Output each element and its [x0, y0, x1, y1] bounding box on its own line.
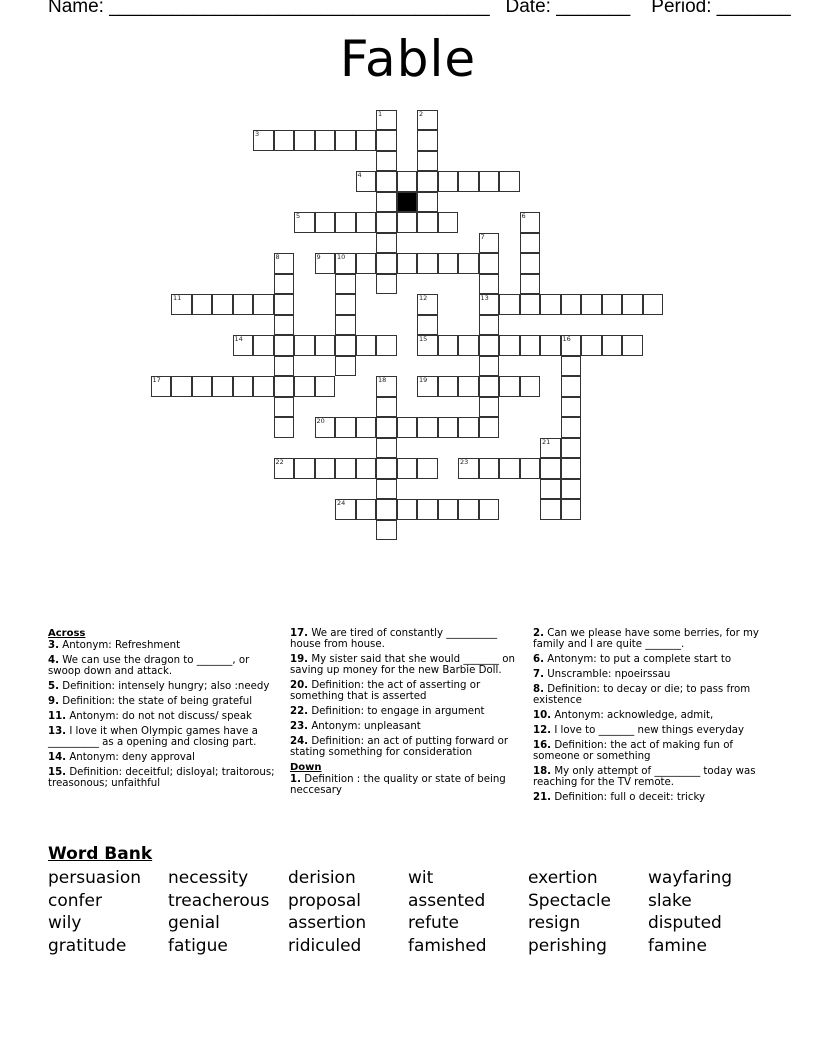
grid-cell[interactable]: [540, 335, 561, 356]
word-bank-item: famished: [408, 935, 487, 956]
clue-number: 22: [275, 458, 284, 466]
grid-cell[interactable]: [376, 171, 397, 192]
grid-cell[interactable]: [356, 171, 377, 192]
grid-cell[interactable]: [417, 499, 438, 520]
grid-cell[interactable]: [479, 253, 500, 274]
grid-cell[interactable]: [335, 253, 356, 274]
grid-cell[interactable]: [335, 499, 356, 520]
grid-cell[interactable]: [458, 499, 479, 520]
grid-cell[interactable]: [274, 417, 295, 438]
clue-number: 5: [296, 212, 301, 220]
word-bank-item: wit: [408, 868, 434, 888]
crossword-grid: [151, 110, 691, 550]
grid-cell[interactable]: [274, 294, 295, 315]
grid-cell[interactable]: [417, 376, 438, 397]
grid-cell[interactable]: [438, 335, 459, 356]
clue-down-18: 18. My only attempt of _________ today was reaching for the TV remote.: [533, 766, 756, 788]
clue-across-20: 20. Definition: the act of asserting or something that is asserted: [290, 680, 481, 702]
grid-cell[interactable]: [417, 335, 438, 356]
grid-cell[interactable]: [417, 253, 438, 274]
grid-cell[interactable]: [479, 376, 500, 397]
grid-cell[interactable]: [622, 294, 643, 315]
grid-cell[interactable]: [561, 479, 582, 500]
clue-number: 24: [337, 499, 346, 507]
grid-cell[interactable]: [315, 130, 336, 151]
grid-cell[interactable]: [335, 458, 356, 479]
clue-across-14: 14. Antonym: deny approval: [48, 752, 195, 763]
grid-cell[interactable]: [356, 212, 377, 233]
grid-cell[interactable]: [479, 335, 500, 356]
grid-cell[interactable]: [438, 376, 459, 397]
clue-down-10: 10. Antonym: acknowledge, admit,: [533, 710, 714, 721]
grid-cell[interactable]: [315, 417, 336, 438]
clue-number: 13: [480, 294, 489, 302]
clue-across-19: 19. My sister said that she would _______ on saving up money for the new Barbie Doll.: [290, 654, 515, 676]
clue-number: 20: [316, 417, 325, 425]
grid-cell[interactable]: [458, 458, 479, 479]
clue-down-2: 2. Can we please have some berries, for my family and I are quite _______.: [533, 628, 759, 650]
word-bank-item: derision: [288, 868, 356, 888]
grid-cell[interactable]: [335, 130, 356, 151]
grid-cell[interactable]: [479, 171, 500, 192]
clue-number: 14: [234, 335, 243, 343]
word-bank-item: perishing: [528, 935, 607, 956]
clue-number: 9: [316, 253, 321, 261]
grid-cell[interactable]: [520, 212, 541, 233]
grid-cell[interactable]: [335, 335, 356, 356]
grid-cell[interactable]: [520, 253, 541, 274]
grid-cell[interactable]: [294, 212, 315, 233]
grid-cell[interactable]: [397, 212, 418, 233]
grid-cell[interactable]: [561, 438, 582, 459]
grid-cell[interactable]: [458, 335, 479, 356]
grid-cell[interactable]: [458, 171, 479, 192]
grid-cell[interactable]: [274, 130, 295, 151]
grid-cell[interactable]: [315, 376, 336, 397]
grid-cell[interactable]: [417, 110, 438, 131]
grid-cell[interactable]: [192, 294, 213, 315]
grid-cell[interactable]: [212, 376, 233, 397]
clue-number: 11: [173, 294, 182, 302]
word-bank-item: resign: [528, 913, 581, 934]
clue-number: 1: [378, 109, 383, 118]
clue-number: 17: [152, 376, 161, 384]
grid-cell[interactable]: [581, 335, 602, 356]
grid-cell[interactable]: [376, 151, 397, 172]
clue-number: 6: [521, 212, 526, 220]
grid-cell[interactable]: [294, 335, 315, 356]
word-bank-item: exertion: [528, 868, 598, 888]
grid-cell[interactable]: [397, 458, 418, 479]
grid-cell[interactable]: [376, 233, 397, 254]
clue-across-22: 22. Definition: to engage in argument: [290, 706, 485, 717]
grid-cell[interactable]: [479, 417, 500, 438]
grid-cell[interactable]: [561, 335, 582, 356]
grid-cell[interactable]: [479, 499, 500, 520]
grid-cell[interactable]: [561, 376, 582, 397]
clue-number: 12: [419, 294, 428, 302]
clue-across-9: 9. Definition: the state of being grateful: [48, 696, 253, 707]
grid-cell[interactable]: [171, 294, 192, 315]
grid-cell[interactable]: [335, 274, 356, 295]
worksheet-header: [48, 0, 791, 18]
clue-across-3: 3. Antonym: Refreshment: [48, 640, 181, 651]
grid-cell[interactable]: [499, 458, 520, 479]
grid-cell[interactable]: [417, 315, 438, 336]
grid-cell[interactable]: [520, 294, 541, 315]
down-heading: Down: [290, 762, 322, 773]
grid-cell[interactable]: [540, 438, 561, 459]
grid-cell[interactable]: [315, 335, 336, 356]
grid-cell[interactable]: [499, 376, 520, 397]
clue-across-4: 4. We can use the dragon to _______, or swoop down and attack.: [48, 655, 250, 677]
grid-cell[interactable]: [294, 130, 315, 151]
grid-cell[interactable]: [253, 130, 274, 151]
word-bank-item: ridiculed: [288, 935, 362, 956]
grid-cell[interactable]: [274, 397, 295, 418]
clue-down-21: 21. Definition: full o deceit: tricky: [533, 792, 706, 803]
grid-cell[interactable]: [376, 417, 397, 438]
clue-number: 8: [275, 253, 280, 261]
grid-cell[interactable]: [561, 417, 582, 438]
grid-cell[interactable]: [335, 294, 356, 315]
grid-cell[interactable]: [233, 376, 254, 397]
date-field[interactable]: Date: _______: [505, 0, 631, 17]
name-field[interactable]: Name: ____________________________________: [48, 0, 490, 17]
grid-cell[interactable]: [417, 192, 438, 213]
grid-cell[interactable]: [376, 438, 397, 459]
grid-cell[interactable]: [294, 458, 315, 479]
grid-cell[interactable]: [356, 335, 377, 356]
grid-cell[interactable]: [253, 376, 274, 397]
grid-cell[interactable]: [294, 376, 315, 397]
clues-column-1: [48, 628, 278, 793]
clue-number: 2: [419, 109, 424, 118]
grid-cell[interactable]: [479, 356, 500, 377]
grid-cell[interactable]: [479, 233, 500, 254]
grid-cell[interactable]: [602, 294, 623, 315]
clues-column-3: [533, 628, 763, 807]
grid-cell[interactable]: [376, 110, 397, 131]
grid-cell[interactable]: [356, 499, 377, 520]
word-bank-item: genial: [168, 913, 220, 934]
grid-cell[interactable]: [356, 417, 377, 438]
grid-cell[interactable]: [479, 294, 500, 315]
grid-cell[interactable]: [376, 376, 397, 397]
clue-number: 7: [480, 232, 485, 241]
grid-cell[interactable]: [315, 458, 336, 479]
grid-cell[interactable]: [438, 171, 459, 192]
grid-cell[interactable]: [561, 397, 582, 418]
grid-cell[interactable]: [417, 212, 438, 233]
grid-cell[interactable]: [274, 376, 295, 397]
grid-cell[interactable]: [274, 274, 295, 295]
grid-cell[interactable]: [438, 499, 459, 520]
clue-number: 10: [337, 253, 346, 261]
grid-cell[interactable]: [171, 376, 192, 397]
grid-cell[interactable]: [212, 294, 233, 315]
grid-cell[interactable]: [581, 294, 602, 315]
word-bank-item: assertion: [288, 913, 367, 934]
word-bank-item: famine: [648, 935, 707, 956]
grid-cell[interactable]: [233, 294, 254, 315]
grid-cell[interactable]: [479, 274, 500, 295]
grid-cell[interactable]: [479, 315, 500, 336]
clue-across-11: 11. Antonym: do not not discuss/ speak: [48, 711, 252, 722]
grid-cell[interactable]: [356, 458, 377, 479]
clue-number: 19: [419, 376, 428, 384]
clue-across-15: 15. Definition: deceitful; disloyal; traitorous; treasonous; unfaithful: [48, 767, 275, 789]
clue-down-6: 6. Antonym: to put a complete start to: [533, 654, 732, 665]
clues-column-2: [290, 628, 520, 800]
grid-cell[interactable]: [438, 417, 459, 438]
grid-cell[interactable]: [520, 274, 541, 295]
grid-cell[interactable]: [561, 499, 582, 520]
grid-cell[interactable]: [540, 479, 561, 500]
grid-cell[interactable]: [540, 499, 561, 520]
grid-cell[interactable]: [417, 151, 438, 172]
word-bank-item: fatigue: [168, 935, 228, 956]
grid-cell[interactable]: [397, 171, 418, 192]
grid-cell[interactable]: [151, 376, 172, 397]
grid-cell[interactable]: [417, 130, 438, 151]
page-title: Fable: [339, 30, 477, 88]
grid-cell[interactable]: [376, 520, 397, 541]
clue-number: 21: [542, 437, 551, 446]
grid-cell[interactable]: [274, 356, 295, 377]
grid-cell[interactable]: [315, 212, 336, 233]
grid-cell[interactable]: [479, 458, 500, 479]
word-bank-item: disputed: [648, 913, 722, 934]
black-cell: [397, 192, 418, 213]
grid-cell[interactable]: [335, 356, 356, 377]
clue-across-5: 5. Definition: intensely hungry; also :needy: [48, 681, 270, 692]
word-bank-item: persuasion: [48, 868, 142, 888]
word-bank-item: slake: [648, 890, 692, 911]
grid-cell[interactable]: [253, 294, 274, 315]
word-bank-item: necessity: [168, 868, 249, 888]
grid-cell[interactable]: [561, 356, 582, 377]
word-bank-item: confer: [48, 890, 102, 911]
across-heading: Across: [48, 628, 86, 639]
grid-cell[interactable]: [335, 315, 356, 336]
grid-cell[interactable]: [602, 335, 623, 356]
clue-down-7: 7. Unscramble: npoeirssau: [533, 669, 671, 680]
grid-cell[interactable]: [376, 499, 397, 520]
period-field[interactable]: Period: _______: [651, 0, 791, 17]
grid-cell[interactable]: [540, 294, 561, 315]
grid-cell[interactable]: [643, 294, 664, 315]
grid-cell[interactable]: [520, 233, 541, 254]
grid-cell[interactable]: [458, 376, 479, 397]
grid-cell[interactable]: [499, 335, 520, 356]
grid-cell[interactable]: [438, 253, 459, 274]
grid-cell[interactable]: [561, 294, 582, 315]
word-bank-item: assented: [408, 890, 486, 911]
grid-cell[interactable]: [376, 130, 397, 151]
clue-number: 18: [378, 376, 387, 384]
grid-cell[interactable]: [479, 397, 500, 418]
clue-down-1: 1. Definition : the quality or state of being neccesary: [290, 774, 506, 796]
grid-cell[interactable]: [417, 171, 438, 192]
grid-cell[interactable]: [376, 212, 397, 233]
grid-cell[interactable]: [458, 253, 479, 274]
grid-cell[interactable]: [376, 274, 397, 295]
clue-number: 4: [357, 171, 362, 179]
clue-number: 23: [460, 458, 469, 466]
grid-cell[interactable]: [356, 253, 377, 274]
clue-number: 3: [255, 130, 260, 138]
grid-cell[interactable]: [315, 253, 336, 274]
grid-cell[interactable]: [253, 335, 274, 356]
word-bank-item: gratitude: [48, 935, 127, 956]
grid-cell[interactable]: [397, 499, 418, 520]
grid-cell[interactable]: [274, 335, 295, 356]
grid-cell[interactable]: [520, 335, 541, 356]
grid-cell[interactable]: [458, 417, 479, 438]
grid-cell[interactable]: [376, 397, 397, 418]
grid-cell[interactable]: [417, 294, 438, 315]
word-bank-title: Word Bank: [48, 844, 153, 864]
grid-cell[interactable]: [622, 335, 643, 356]
grid-cell[interactable]: [499, 171, 520, 192]
grid-cell[interactable]: [417, 458, 438, 479]
grid-cell[interactable]: [335, 417, 356, 438]
grid-cell[interactable]: [499, 294, 520, 315]
word-bank-item: wayfaring: [648, 868, 733, 888]
grid-cell[interactable]: [274, 253, 295, 274]
grid-cell[interactable]: [438, 212, 459, 233]
clue-down-16: 16. Definition: the act of making fun of someone or something: [533, 740, 734, 762]
clue-number: 16: [562, 335, 571, 343]
clue-across-13: 13. I love it when Olympic games have a __________ as a opening and closing part.: [48, 726, 258, 748]
word-bank: [48, 867, 768, 957]
word-bank-item: wily: [48, 913, 82, 934]
grid-cell[interactable]: [233, 335, 254, 356]
grid-cell[interactable]: [520, 376, 541, 397]
grid-cell[interactable]: [397, 417, 418, 438]
clue-down-8: 8. Definition: to decay or die; to pass from existence: [533, 684, 751, 706]
clue-number: 15: [419, 335, 428, 343]
word-bank-item: treacherous: [168, 890, 270, 911]
grid-cell[interactable]: [274, 315, 295, 336]
grid-cell[interactable]: [540, 458, 561, 479]
grid-cell[interactable]: [376, 253, 397, 274]
grid-cell[interactable]: [561, 458, 582, 479]
grid-cell[interactable]: [397, 253, 418, 274]
clue-down-12: 12. I love to _______ new things everyday: [533, 725, 745, 736]
word-bank-item: proposal: [288, 890, 361, 911]
grid-cell[interactable]: [376, 335, 397, 356]
grid-cell[interactable]: [356, 130, 377, 151]
grid-cell[interactable]: [417, 417, 438, 438]
clue-across-24: 24. Definition: an act of putting forward or stating something for consideration: [290, 736, 509, 758]
clue-across-17: 17. We are tired of constantly __________ house from house.: [290, 628, 498, 650]
grid-cell[interactable]: [376, 192, 397, 213]
word-bank-item: Spectacle: [528, 890, 611, 911]
grid-cell[interactable]: [192, 376, 213, 397]
grid-cell[interactable]: [376, 479, 397, 500]
grid-cell[interactable]: [335, 212, 356, 233]
grid-cell[interactable]: [520, 458, 541, 479]
word-bank-item: refute: [408, 913, 459, 934]
clue-across-23: 23. Antonym: unpleasant: [290, 721, 421, 732]
grid-cell[interactable]: [376, 458, 397, 479]
grid-cell[interactable]: [274, 458, 295, 479]
